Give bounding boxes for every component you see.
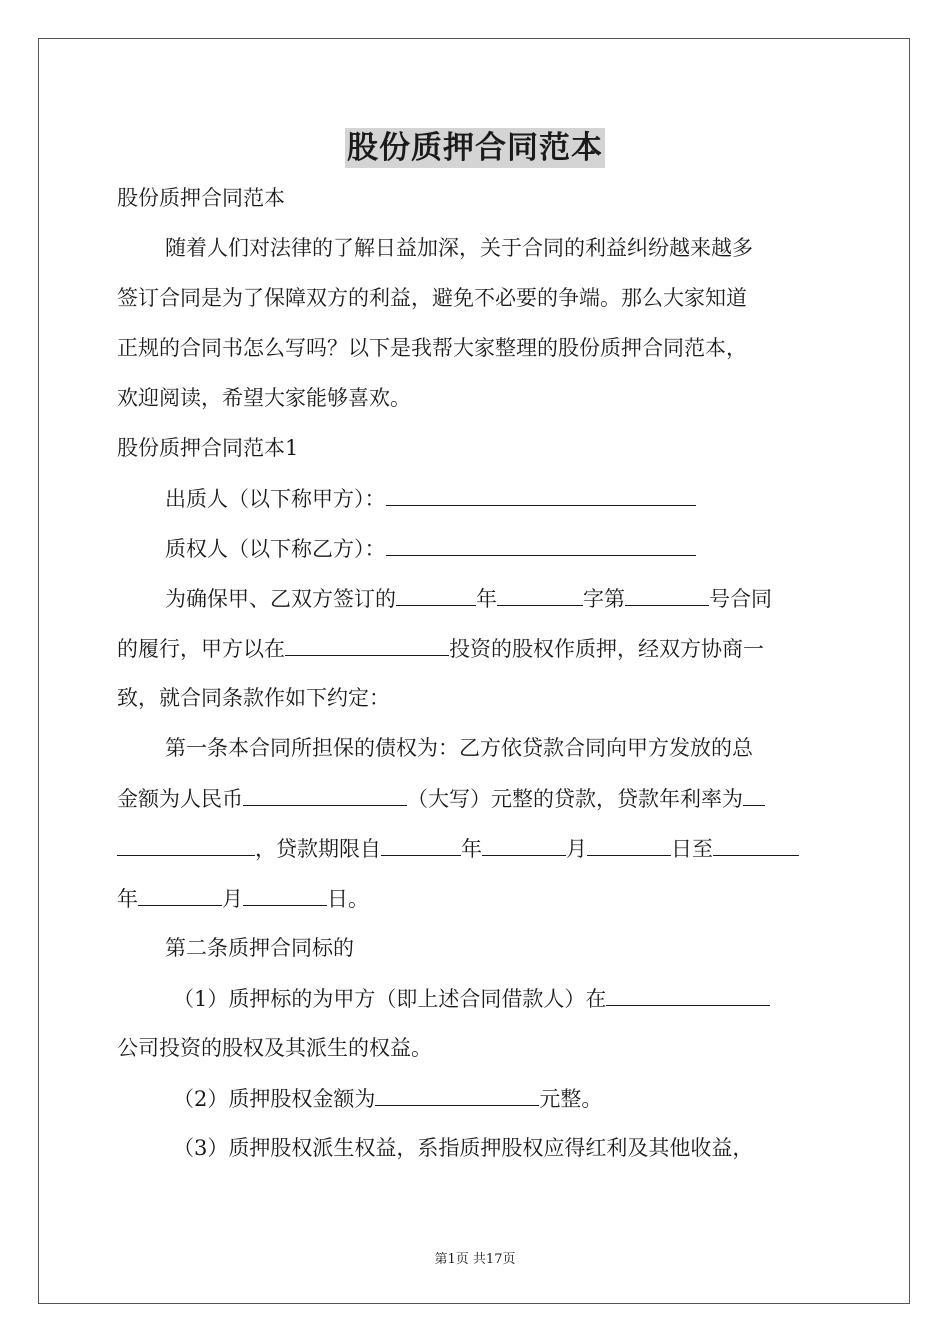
- para1-text-c: 字第: [583, 587, 625, 611]
- para1-line-2: [117, 633, 764, 664]
- blank: [117, 833, 255, 856]
- para1-line-3: 致，就合同条款作如下约定：: [117, 686, 390, 710]
- para1-text-a: 为确保甲、乙双方签订的: [165, 587, 396, 611]
- pledgee-line: [165, 533, 696, 564]
- article1-line-4: [117, 883, 369, 914]
- blank: [713, 833, 799, 856]
- blank: [381, 833, 461, 856]
- article1-text-j: 日。: [327, 887, 369, 911]
- article2-item2-text-b: 元整。: [539, 1087, 603, 1111]
- blank: [482, 833, 566, 856]
- intro-line-4: 欢迎阅读，希望大家能够喜欢。: [117, 386, 411, 410]
- section-heading: 股份质押合同范本1: [117, 436, 299, 460]
- article2-item2-text-a: （2）质押股权金额为: [173, 1087, 376, 1111]
- blank: [396, 583, 476, 606]
- blank: [285, 633, 449, 656]
- blank: [497, 583, 583, 606]
- intro-line-2: 签订合同是为了保障双方的利益，避免不必要的争端。那么大家知道: [117, 286, 747, 310]
- article1-text-e: 年: [461, 837, 482, 861]
- article2-item1-line-2: 公司投资的股权及其派生的权益。: [117, 1036, 432, 1060]
- blank: [138, 883, 222, 906]
- intro-line-3: 正规的合同书怎么写吗？以下是我帮大家整理的股份质押合同范本，: [117, 336, 747, 360]
- article2-item2: [173, 1083, 602, 1114]
- article1-line-1: 第一条本合同所担保的债权为：乙方依贷款合同向甲方发放的总: [165, 736, 753, 760]
- blank: [587, 833, 671, 856]
- blank: [243, 883, 327, 906]
- article1-text-d: ，贷款期限自: [255, 837, 381, 861]
- article2-item1-text: （1）质押标的为甲方（即上述合同借款人）在: [173, 987, 607, 1011]
- para1-line-1: [165, 583, 772, 614]
- page-footer: 第1页 共17页: [434, 1252, 516, 1267]
- article1-text-i: 月: [222, 887, 243, 911]
- blank: [375, 1083, 539, 1106]
- para1-text-b: 年: [476, 587, 497, 611]
- article1-line-3: [117, 833, 799, 864]
- blank: [243, 783, 407, 806]
- article1-text-c: （大写）元整的贷款，贷款年利率为: [407, 787, 743, 811]
- document-subtitle: 股份质押合同范本: [117, 186, 285, 210]
- pledgor-line: [165, 483, 696, 514]
- article2-item1-line-1: [173, 983, 770, 1014]
- intro-line-1: 随着人们对法律的了解日益加深，关于合同的利益纠纷越来越多: [165, 236, 753, 260]
- page-border: [38, 38, 910, 1304]
- article1-line-2: [117, 783, 765, 814]
- para1-text-f: 投资的股权作质押，经双方协商一: [449, 637, 764, 661]
- article2-heading: 第二条质押合同标的: [165, 936, 354, 960]
- pledgee-blank: [386, 533, 696, 556]
- article1-text-g: 日至: [671, 837, 713, 861]
- pledgor-blank: [386, 483, 696, 506]
- article1-text-b: 金额为人民币: [117, 787, 243, 811]
- pledgor-label: 出质人（以下称甲方）：: [165, 487, 386, 511]
- blank: [606, 983, 770, 1006]
- article1-text-h: 年: [117, 887, 138, 911]
- para1-text-d: 号合同: [709, 587, 772, 611]
- pledgee-label: 质权人（以下称乙方）：: [165, 537, 386, 561]
- para1-text-e: 的履行，甲方以在: [117, 637, 285, 661]
- article1-text-f: 月: [566, 837, 587, 861]
- blank: [743, 783, 765, 806]
- article2-item3: （3）质押股权派生权益，系指质押股权应得红利及其他收益，: [173, 1136, 754, 1160]
- document-title: 股份质押合同范本: [347, 130, 603, 166]
- blank: [625, 583, 709, 606]
